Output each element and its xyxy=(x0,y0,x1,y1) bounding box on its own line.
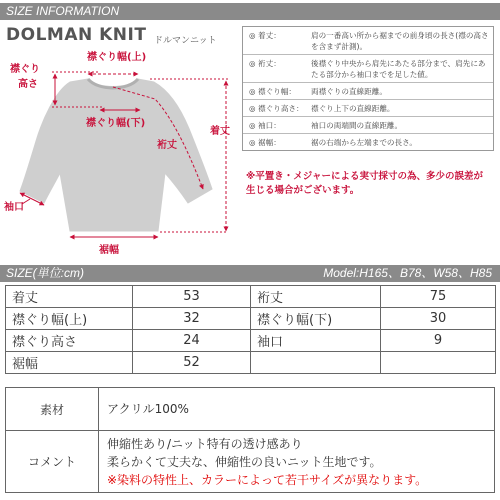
product-name-kana: ドルマンニット xyxy=(154,36,217,46)
size-label: 襟ぐり幅(下) xyxy=(251,308,381,330)
table-row xyxy=(6,431,495,493)
size-information-header xyxy=(0,3,500,20)
definition-item: ◎ 裄丈： 後襟ぐり中央から肩先にあたる部分まで、肩先にあたる部分から袖口までを足した値。 xyxy=(243,55,493,83)
neck-height-label-1: 襟ぐり xyxy=(10,64,40,75)
size-label: 襟ぐり幅(上) xyxy=(6,308,133,330)
table-row xyxy=(6,388,495,431)
definition-item: ◎ 襟ぐり幅： 両襟ぐりの直線距離。 xyxy=(243,83,493,100)
definition-item: ◎ 襟ぐり高さ： 襟ぐり上下の直線距離。 xyxy=(243,100,493,117)
comment-line: 伸縮性あり/ニット特有の透け感あり xyxy=(107,436,303,451)
table-row xyxy=(6,330,496,352)
size-value: 24 xyxy=(133,330,251,352)
table-row xyxy=(6,352,496,374)
size-label: 裾幅 xyxy=(6,352,133,374)
size-value: 30 xyxy=(381,308,496,330)
size-table xyxy=(5,285,496,374)
size-label: 袖口 xyxy=(251,330,381,352)
material-label: 素材 xyxy=(6,388,99,431)
size-value: 53 xyxy=(133,286,251,308)
size-value: 32 xyxy=(133,308,251,330)
size-label: 襟ぐり高さ xyxy=(6,330,133,352)
neck-width-bottom-label: 襟ぐり幅(下) xyxy=(86,118,146,129)
model-info: Model:H165、B78、W58、H85 xyxy=(323,266,492,280)
measurement-definitions xyxy=(242,26,494,151)
comment-label: コメント xyxy=(6,431,99,493)
cuff-label: 袖口 xyxy=(4,202,24,213)
definition-item: ◎ 着丈： 肩の一番高い所から裾までの前身頃の長さ(襟の高さを含まず計測)。 xyxy=(243,27,493,55)
product-name: DOLMAN KNIT xyxy=(6,25,147,45)
neck-height-label-2: 高さ xyxy=(18,79,38,90)
comment-warning: ※染料の特性上、カラーによって若干サイズが異なります。 xyxy=(107,472,428,487)
sleeve-length-label: 裄丈 xyxy=(157,140,177,151)
header-title: SIZE INFORMATION xyxy=(6,4,120,18)
table-row xyxy=(6,286,496,308)
measurement-note: ※平置き・メジャーによる実寸採寸の為、多少の誤差が生じる場合がございます。 xyxy=(246,171,484,196)
size-value xyxy=(381,352,496,374)
size-label xyxy=(251,352,381,374)
comment-line: 柔らかくて丈夫な、伸縮性の良いニット生地です。 xyxy=(107,454,382,469)
size-header-bar xyxy=(0,265,500,282)
size-unit-label: SIZE(単位:cm) xyxy=(6,266,84,280)
hem-width-label: 裾幅 xyxy=(99,245,119,256)
comment-value xyxy=(99,431,495,493)
size-label: 裄丈 xyxy=(251,286,381,308)
size-value: 9 xyxy=(381,330,496,352)
size-label: 着丈 xyxy=(6,286,133,308)
product-info-table xyxy=(5,387,495,493)
size-value: 75 xyxy=(381,286,496,308)
length-label: 着丈 xyxy=(210,126,230,137)
garment-diagram xyxy=(0,21,240,261)
material-value: アクリル100% xyxy=(99,388,495,431)
size-value: 52 xyxy=(133,352,251,374)
neck-width-top-label: 襟ぐり幅(上) xyxy=(87,52,147,63)
table-row xyxy=(6,308,496,330)
definition-item: ◎ 裾幅： 裾の右端から左端までの長さ。 xyxy=(249,138,418,147)
definition-item: ◎ 袖口： 袖口の両端間の直線距離。 xyxy=(243,117,493,134)
